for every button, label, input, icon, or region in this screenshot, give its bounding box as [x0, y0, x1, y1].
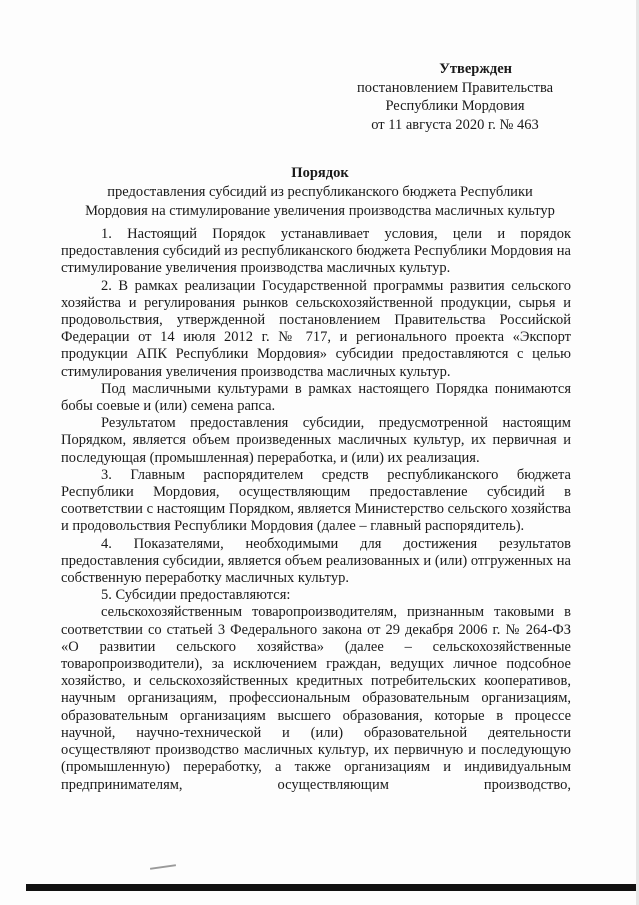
- paragraph-1: 1. Настоящий Порядок устанавливает условия, цели и порядок предоставления субсидий из республиканского бюджета Республики Мордовия на стимулирование увеличения производства масличных культур.: [61, 226, 571, 277]
- approval-line-3: от 11 августа 2020 г. № 463: [371, 116, 539, 133]
- approval-line-1: постановлением Правительства: [356, 79, 554, 96]
- paragraph-7: 5. Субсидии предоставляются:: [101, 587, 291, 604]
- approval-line-2: Республики Мордовия: [385, 98, 525, 114]
- approval-block: [330, 60, 580, 134]
- approval-heading: Утвержден: [439, 61, 512, 77]
- bottom-scan-edge: [26, 884, 639, 891]
- paragraph-8: сельскохозяйственным товаропроизводителям, признанным таковыми в соответствии со статьей 3 Федерального закона от 29 декабря 2006 г. № 264-ФЗ «О развитии сельского хозяйства» (далее – сельскохозяйственные товаропроизводители), за исключением граждан, ведущих личное подсобное хозяйство, и сельскохозяйственных кредитных потребительских кооперативов, научным организациям, профессиональным образовательным организациям, образовательным организациям высшего образования, которые в процессе научной, научно-технической и (или) образовательной деятельности осуществляют производство масличных культур, их первичную и последующую (промышленную) переработку, а также организациям и индивидуальным предпринимателям, осуществляющим производство,: [61, 604, 571, 793]
- title-main: Порядок: [291, 165, 349, 181]
- paragraph-6: 4. Показателями, необходимыми для достижения результатов предоставления субсидии, является объем реализованных и (или) отгруженных на собственную переработку масличных культур.: [61, 535, 571, 587]
- paragraph-2: 2. В рамках реализации Государственной программы развития сельского хозяйства и регулирования рынков сельскохозяйственной продукции, сырья и продовольствия, утвержденной постановлением Правительства Российской Федерации от 14 июля 2012 г. № 717, и регионального проекта «Экспорт продукции АПК Республики Мордовия» субсидии предоставляются с целью стимулирования увеличения производства масличных культур.: [61, 277, 571, 380]
- document-body: [61, 226, 571, 794]
- paragraph-5: 3. Главным распорядителем средств республиканского бюджета Республики Мордовия, осуществляющим предоставление субсидий в соответствии с настоящим Порядком, является Министерство сельского хозяйства и продовольствия Республики Мордовия (далее – главный распорядитель).: [61, 466, 571, 535]
- scan-mark: [150, 864, 176, 870]
- document-title: [60, 164, 580, 221]
- title-line-1: предоставления субсидий из республиканского бюджета Республики: [107, 184, 533, 200]
- paragraph-3: Под масличными культурами в рамках настоящего Порядка понимаются бобы соевые и (или) семена рапса.: [61, 380, 571, 415]
- title-line-2: Мордовия на стимулирование увеличения производства масличных культур: [85, 203, 555, 219]
- paragraph-4: Результатом предоставления субсидии, предусмотренной настоящим Порядком, является объем произведенных масличных культур, их первичная и последующая (промышленная) переработка, и (или) их реализация.: [61, 415, 571, 466]
